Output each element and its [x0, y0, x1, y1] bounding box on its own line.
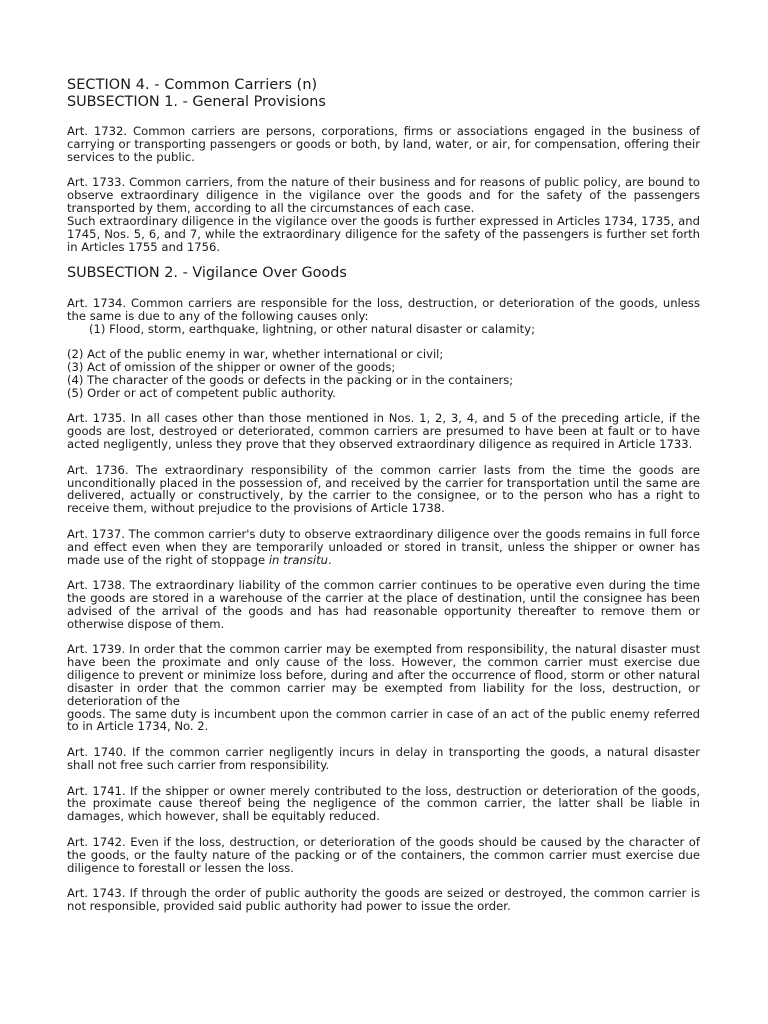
article-1741: Art. 1741. If the shipper or owner merely contributed to the loss, destruction or deterioration of the goods, the proximate cause thereof being the negligence of the common carrier, the latter shall be liable in damages, which however, shall be equitably reduced.	[67, 783, 700, 824]
article-1738: Art. 1738. The extraordinary liability of the common carrier continues to be operative even during the time the goods are stored in a warehouse of the carrier at the place of destination, until the consignee has been advised of the arrival of the goods and has had reasonable opportunity thereafter to remove them or otherwise dispose of them.	[67, 578, 700, 631]
article-1743: Art. 1743. If through the order of public authority the goods are seized or destroyed, the common carrier is not responsible, provided said public authority had power to issue the order.	[67, 886, 700, 914]
list-item: (3) Act of omission of the shipper or owner of the goods;	[67, 360, 396, 375]
article-1736: Art. 1736. The extraordinary responsibility of the common carrier lasts from the time the goods are unconditionally placed in the possession of, and received by the carrier for transportation until the same are delivered, actually or constructively, by the carrier to the consignee, or to the person who has a right to receive them, without prejudice to the provisions of Article 1738.	[67, 462, 700, 516]
article-1734-list	[67, 348, 700, 399]
article-1742: Art. 1742. Even if the loss, destruction, or deterioration of the goods should be caused by the character of the goods, or the faulty nature of the packing or of the containers, the common carrier must exercise due diligence to forestall or lessen the loss.	[67, 834, 700, 875]
list-item: (4) The character of the goods or defects in the packing or in the containers;	[67, 372, 514, 387]
article-1737	[67, 528, 700, 567]
article-1737-end: .	[328, 552, 332, 567]
list-item: (2) Act of the public enemy in war, whether international or civil;	[67, 347, 444, 362]
list-item: (5) Order or act of competent public authority.	[67, 385, 336, 400]
article-1740: Art. 1740. If the common carrier negligently incurs in delay in transporting the goods, a natural disaster shall not free such carrier from responsibility.	[67, 745, 700, 772]
subsection-1-heading: SUBSECTION 1. - General Provisions	[67, 93, 326, 110]
article-1733-paragraph-2: Such extraordinary diligence in the vigilance over the goods is further expressed in Articles 1734, 1735, and 1745, Nos. 5, 6, and 7, while the extraordinary diligence for the safety of the passengers is further set forth in Articles 1755 and 1756.	[67, 213, 700, 254]
subsection-2-heading: SUBSECTION 2. - Vigilance Over Goods	[67, 265, 347, 282]
article-1737-italic-term: in transitu	[268, 552, 329, 567]
article-1739-paragraph-2: goods. The same duty is incumbent upon the common carrier in case of an act of the public enemy referred to in Article 1734, No. 2.	[67, 706, 700, 734]
article-1737-text: Art. 1737. The common carrier's duty to observe extraordinary diligence over the goods remains in full force and effect even when they are temporarily unloaded or stored in transit, unless the shipper or owner has made use of the right of stoppage	[67, 526, 700, 567]
section-heading: SECTION 4. - Common Carriers (n)	[67, 77, 318, 93]
article-1733-paragraph-1: Art. 1733. Common carriers, from the nature of their business and for reasons of public policy, are bound to observe extraordinary diligence in the vigilance over the goods and for the safety of the passengers transported by them, according to all the circumstances of each case.	[67, 175, 700, 216]
article-1734-intro: Art. 1734. Common carriers are responsible for the loss, destruction, or deterioration of the goods, unless the same is due to any of the following causes only:	[67, 295, 700, 323]
article-1735: Art. 1735. In all cases other than those mentioned in Nos. 1, 2, 3, 4, and 5 of the preceding article, if the goods are lost, destroyed or deteriorated, common carriers are presumed to have been at fault or to have acted negligently, unless they prove that they observed extraordinary diligence as required in Article 1733.	[67, 411, 700, 452]
article-1734-item-1: (1) Flood, storm, earthquake, lightning, or other natural disaster or calamity;	[89, 321, 535, 336]
document-page	[67, 77, 700, 913]
article-1739-paragraph-1: Art. 1739. In order that the common carrier may be exempted from responsibility, the natural disaster must have been the proximate and only cause of the loss. However, the common carrier must exercise due diligence to prevent or minimize loss before, during and after the occurrence of flood, storm or other natural disaster in order that the common carrier may be exempted from liability for the loss, destruction, or deterioration of the	[67, 642, 700, 708]
article-1732: Art. 1732. Common carriers are persons, corporations, firms or associations engaged in the business of carrying or transporting passengers or goods or both, by land, water, or air, for compensation, offering their services to the public.	[67, 124, 700, 164]
